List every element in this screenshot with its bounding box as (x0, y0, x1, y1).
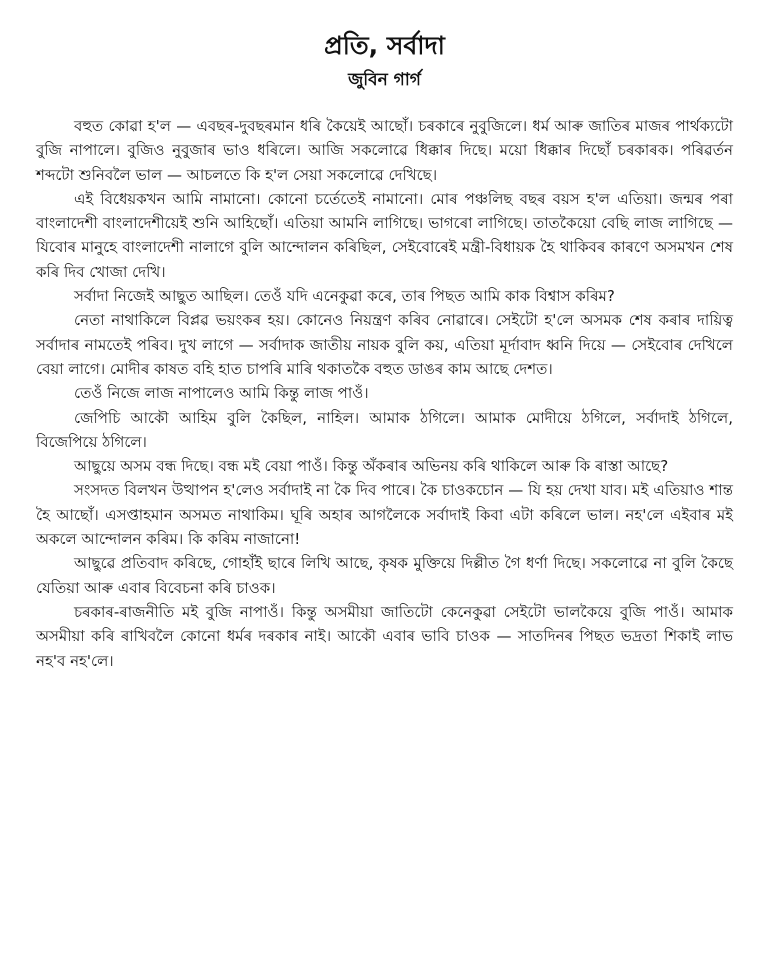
paragraph-9: আছুৱে প্ৰতিবাদ কৰিছে, গোহাঁই ছাৰে লিখি আছে, কৃষক মুক্তিয়ে দিল্লীত গৈ ধৰ্ণা দিছে। সকলোৱে না বুলি কৈছে যেতিয়া আৰু এবাৰ বিবেচনা কৰি চাওক। (36, 554, 733, 597)
paragraph-4: নেতা নাথাকিলে বিপ্লৱ ভয়ংকৰ হয়। কোনেও নিয়ন্ত্ৰণ কৰিব নোৱাৰে। সেইটো হ'লে অসমক শেষ কৰাৰ দায়িত্ব সৰ্বাদাৰ নামতেই পৰিব। দুখ লাগে — সৰ্বাদাক জাতীয় নায়ক বুলি কয়, এতিয়া মূৰ্দাবাদ ধ্বনি দিয়ে — সেইবোৰ দেখিলে বেয়া লাগে। মোদীৰ কাষত বহি হাত চাপৰি মাৰি থকাতকৈ বহুত ডাঙৰ কাম আছে দেশত। (36, 311, 733, 378)
article-body (36, 114, 733, 673)
paragraph-7: আছুয়ে অসম বন্ধ দিছে। বন্ধ মই বেয়া পাওঁ। কিন্তু অঁকৰাৰ অভিনয় কৰি থাকিলে আৰু কি ৰাস্তা আছে? (74, 457, 669, 476)
paragraph-5: তেওঁ নিজে লাজ নাপালেও আমি কিন্তু লাজ পাওঁ। (74, 384, 369, 403)
paragraph-6: জেপিচি আকৌ আহিম বুলি কৈছিল, নাহিল। আমাক ঠগিলে। আমাক মোদীয়ে ঠগিলে, সৰ্বাদাই ঠগিলে, বিজেপিয়ে ঠগিলে। (36, 408, 733, 451)
article-title: প্ৰতি, সৰ্বাদা (324, 31, 445, 60)
article-author: জুবিন গাৰ্গ (348, 70, 421, 90)
paragraph-1: বহুত কোৱা হ'ল — এবছৰ-দুবছৰমান ধৰি কৈয়েই আছোঁ। চৰকাৰে নুবুজিলে। ধৰ্ম আৰু জাতিৰ মাজৰ পাৰ্থক্যটো বুজি নাপালে। বুজিও নুবুজাৰ ভাও ধৰিলে। আজি সকলোৱে ধিক্কাৰ দিছে। ময়ো ধিক্কাৰ দিছোঁ চৰকাৰক। পৰিৱৰ্তন শব্দটো শুনিবলৈ ভাল — আচলতে কি হ'ল সেয়া সকলোৱে দেখিছে। (36, 117, 733, 184)
paragraph-10: চৰকাৰ-ৰাজনীতি মই বুজি নাপাওঁ। কিন্তু অসমীয়া জাতিটো কেনেকুৱা সেইটো ভালকৈয়ে বুজি পাওঁ। আমাক অসমীয়া কৰি ৰাখিবলৈ কোনো ধৰ্মৰ দৰকাৰ নাই। আকৌ এবাৰ ভাবি চাওক — সাতদিনৰ পিছত ভদ্ৰতা শিকাই লাভ নহ'ব নহ'লে। (36, 602, 733, 670)
paragraph-3: সৰ্বাদা নিজেই আছুত আছিল। তেওঁ যদি এনেকুৱা কৰে, তাৰ পিছত আমি কাক বিশ্বাস কৰিম? (74, 287, 615, 306)
paragraph-8: সংসদত বিলখন উত্থাপন হ'লেও সৰ্বাদাই না কৈ দিব পাৰে। কৈ চাওকচোন — যি হয় দেখা যাব। মই এতিয়াও শান্ত হৈ আছোঁ। এসপ্তাহমান অসমত নাথাকিম। ঘূৰি অহাৰ আগলৈকে সৰ্বাদাই কিবা এটা কৰিলে ভাল। নহ'লে এইবাৰ মই অকলে আন্দোলন কৰিম। কি কৰিম নাজানো! (36, 481, 733, 549)
paragraph-2: এই বিধেয়কখন আমি নামানো। কোনো চৰ্তেতেই নামানো। মোৰ পঞ্চলিছ বছৰ বয়স হ'ল এতিয়া। জন্মৰ পৰা বাংলাদেশী বাংলাদেশীয়েই শুনি আহিছোঁ। এতিয়া আমনি লাগিছে। ভাগৰো লাগিছে। তাতকৈয়ো বেছি লাজ লাগিছে — যিবোৰ মানুহে বাংলাদেশী নালাগে বুলি আন্দোলন কৰিছিল, সেইবোৰেই মন্ত্ৰী-বিধায়ক হৈ থাকিবৰ কাৰণে অসমখন শেষ কৰি দিব খোজা দেখি। (36, 189, 733, 281)
